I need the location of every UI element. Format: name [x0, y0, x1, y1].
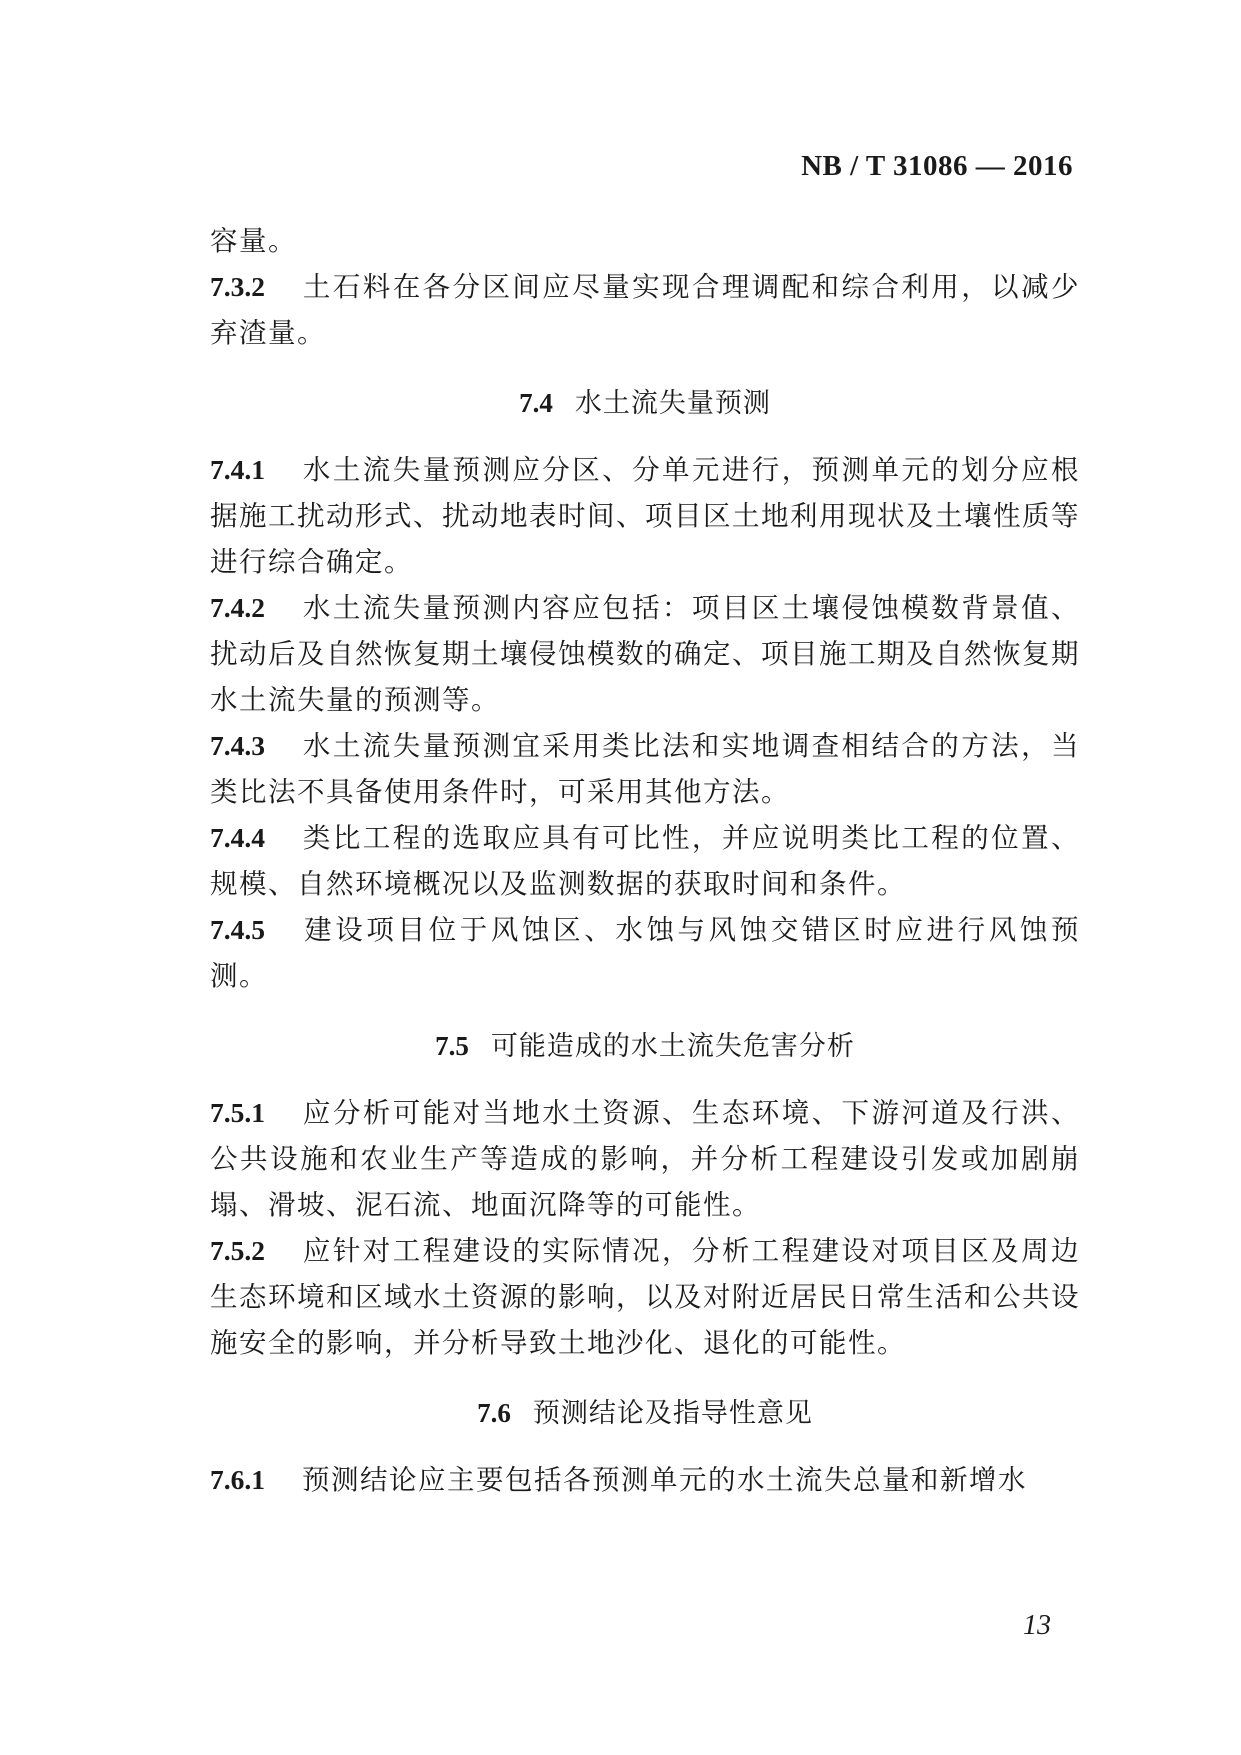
section-number: 7.5 [435, 1031, 469, 1061]
clause-text: 建设项目位于风蚀区、水蚀与风蚀交错区时应进行风蚀预测。 [210, 914, 1080, 992]
clause-7.4.1 [210, 447, 1080, 585]
clause-number: 7.4.3 [210, 730, 265, 761]
clause-7.5.2 [210, 1228, 1080, 1366]
clause-text: 水土流失量预测内容应包括：项目区土壤侵蚀模数背景值、扰动后及自然恢复期土壤侵蚀模数的确定、项目施工期及自然恢复期水土流失量的预测等。 [210, 592, 1080, 716]
document-code-header: NB / T 31086 — 2016 [801, 150, 1073, 182]
section-heading-7.6 [210, 1390, 1080, 1437]
clause-number: 7.4.1 [210, 454, 265, 485]
clause-text: 预测结论应主要包括各预测单元的水土流失总量和新增水 [302, 1464, 1027, 1496]
document-body [210, 218, 1080, 1503]
clause-text: 应分析可能对当地水土资源、生态环境、下游河道及行洪、公共设施和农业生产等造成的影响，并分析工程建设引发或加剧崩塌、滑坡、泥石流、地面沉降等的可能性。 [210, 1097, 1080, 1221]
clause-text: 容量。 [210, 225, 297, 257]
clause-number: 7.3.2 [210, 271, 265, 302]
clause-text: 应针对工程建设的实际情况，分析工程建设对项目区及周边生态环境和区域水土资源的影响，以及对附近居民日常生活和公共设施安全的影响，并分析导致土地沙化、退化的可能性。 [210, 1235, 1080, 1359]
clause-number: 7.4.4 [210, 822, 265, 853]
clause-number: 7.6.1 [210, 1464, 265, 1495]
clause-text: 水土流失量预测宜采用类比法和实地调查相结合的方法，当类比法不具备使用条件时，可采用其他方法。 [210, 730, 1080, 808]
clause-7.4.5 [210, 907, 1080, 999]
clause-text: 水土流失量预测应分区、分单元进行，预测单元的划分应根据施工扰动形式、扰动地表时间、项目区土地利用现状及土壤性质等进行综合确定。 [210, 454, 1080, 578]
clause-number: 7.4.2 [210, 592, 265, 623]
section-number: 7.6 [477, 1398, 511, 1428]
section-title: 可能造成的水土流失危害分析 [490, 1031, 855, 1062]
clause-7.3.2 [210, 264, 1080, 356]
clause-7.4.3 [210, 723, 1080, 815]
clause-7.4.2 [210, 585, 1080, 723]
clause-text: 类比工程的选取应具有可比性，并应说明类比工程的位置、规模、自然环境概况以及监测数据的获取时间和条件。 [210, 822, 1080, 900]
section-heading-7.5 [210, 1023, 1080, 1070]
clause-number: 7.5.1 [210, 1097, 265, 1128]
page-number: 13 [1023, 1610, 1051, 1641]
section-number: 7.4 [519, 388, 553, 418]
clause-number: 7.4.5 [210, 914, 265, 945]
section-title: 水土流失量预测 [574, 388, 771, 419]
clause-7.5.1 [210, 1090, 1080, 1228]
clause-number: 7.5.2 [210, 1235, 265, 1266]
section-title: 预测结论及指导性意见 [532, 1398, 813, 1429]
clause-7.6.1 [210, 1457, 1080, 1503]
clause-text: 土石料在各分区间应尽量实现合理调配和综合利用，以减少弃渣量。 [210, 271, 1080, 349]
section-heading-7.4 [210, 380, 1080, 427]
clause-7.4.4 [210, 815, 1080, 907]
clause-continuation [210, 218, 1080, 264]
